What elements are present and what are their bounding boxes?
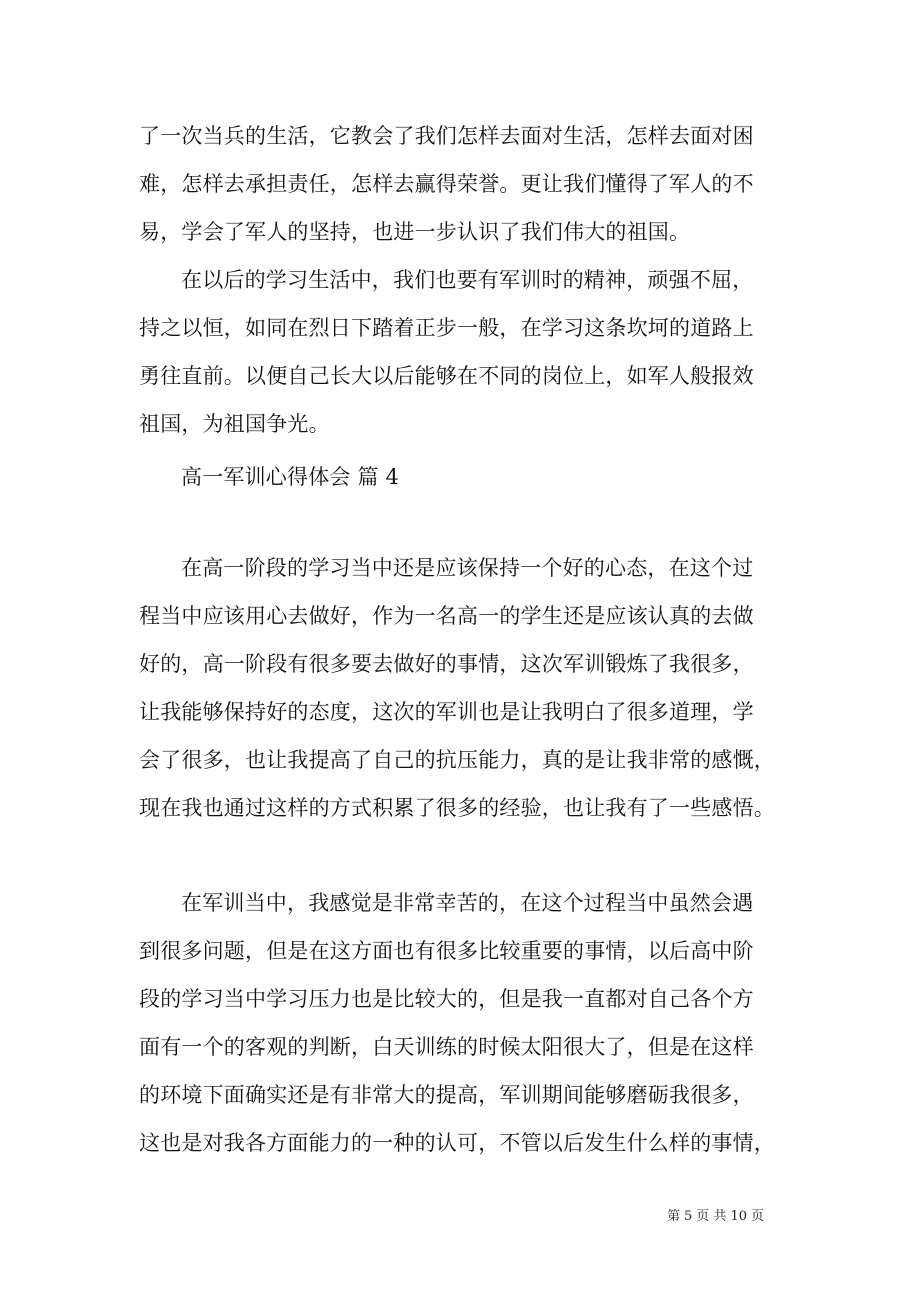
paragraph-line: 的环境下面确实还是有非常大的提高，军训期间能够磨砺我很多， xyxy=(139,1083,754,1107)
paragraph-line: 持之以恒，如同在烈日下踏着正步一般，在学习这条坎坷的道路上 xyxy=(139,316,754,340)
paragraph-line: 了一次当兵的生活，它教会了我们怎样去面对生活，怎样去面对困 xyxy=(139,124,754,148)
paragraph-line: 到很多问题，但是在这方面也有很多比较重要的事情，以后高中阶 xyxy=(139,939,754,963)
paragraph-line: 段的学习当中学习压力也是比较大的，但是我一直都对自己各个方 xyxy=(139,987,754,1011)
paragraph-line: 让我能够保持好的态度，这次的军训也是让我明白了很多道理，学 xyxy=(139,700,754,724)
paragraph-line: 勇往直前。以便自己长大以后能够在不同的岗位上，如军人般报效 xyxy=(139,364,754,388)
footer-prefix: 第 xyxy=(667,1209,681,1224)
total-pages-number: 10 xyxy=(730,1209,747,1224)
paragraph-line: 在高一阶段的学习当中还是应该保持一个好的心态，在这个过 xyxy=(181,556,754,580)
current-page-number: 5 xyxy=(684,1209,693,1224)
section-heading: 高一军训心得体会 篇 4 xyxy=(181,465,400,489)
paragraph-line: 会了很多，也让我提高了自己的抗压能力，真的是让我非常的感慨， xyxy=(139,748,775,772)
paragraph-line: 好的，高一阶段有很多要去做好的事情，这次军训锻炼了我很多， xyxy=(139,652,754,676)
paragraph-line: 这也是对我各方面能力的一种的认可，不管以后发生什么样的事情， xyxy=(139,1131,775,1155)
footer-middle: 页 共 xyxy=(696,1209,727,1224)
paragraph-line: 易，学会了军人的坚持，也进一步认识了我们伟大的祖国。 xyxy=(139,220,691,244)
paragraph-line: 难，怎样去承担责任，怎样去赢得荣誉。更让我们懂得了军人的不 xyxy=(139,172,754,196)
paragraph-line: 现在我也通过这样的方式积累了很多的经验，也让我有了一些感悟。 xyxy=(139,796,775,820)
paragraph-line: 祖国，为祖国争光。 xyxy=(139,412,330,436)
paragraph-line: 在以后的学习生活中，我们也要有军训时的精神，顽强不屈， xyxy=(181,268,754,292)
paragraph-line: 程当中应该用心去做好，作为一名高一的学生还是应该认真的去做 xyxy=(139,604,754,628)
paragraph-line: 在军训当中，我感觉是非常幸苦的，在这个过程当中虽然会遇 xyxy=(181,891,754,915)
footer-suffix: 页 xyxy=(750,1209,764,1224)
page-footer xyxy=(667,1208,768,1226)
paragraph-line: 面有一个的客观的判断，白天训练的时候太阳很大了，但是在这样 xyxy=(139,1035,754,1059)
